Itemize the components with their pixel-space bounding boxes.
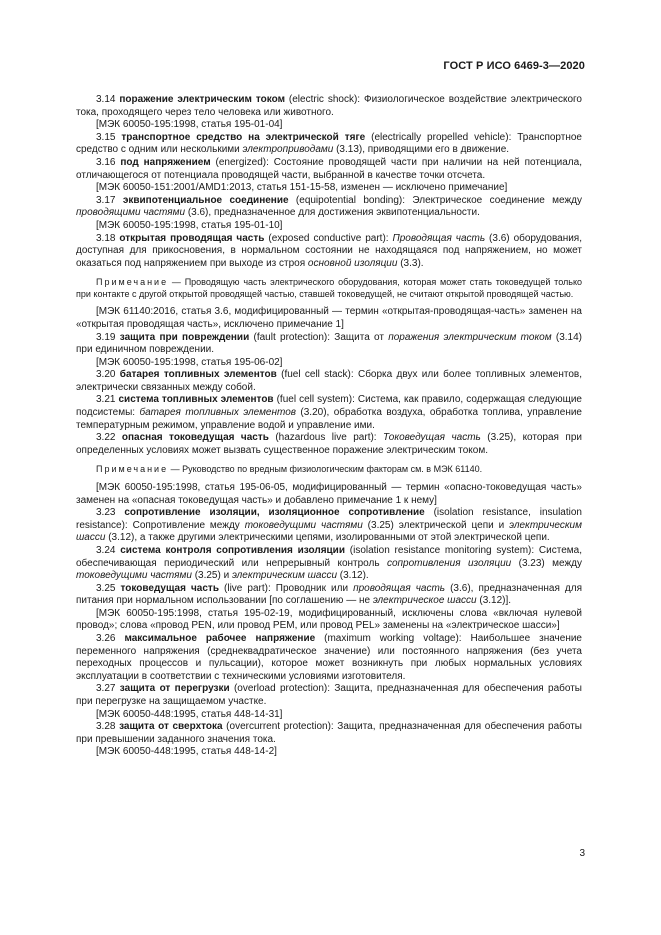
source-text: [МЭК 61140:2016, статья 3.6, модифицированный — термин «открытая-проводящая-часть» заменен на «открытая проводящая часть», исключено примечание 1] [76, 306, 582, 330]
term-definition: (equipotential bonding): Электрическое соединение между [288, 194, 582, 206]
term-definition: (3.25), которая при определенных условиях может вызвать существенное поражение электрическим током. [76, 432, 582, 456]
term-number: 3.15 [96, 131, 122, 143]
document-header: ГОСТ Р ИСО 6469-3—2020 [443, 60, 585, 72]
term-entry [76, 507, 582, 545]
note-paragraph [76, 277, 582, 300]
term-definition: (electric shock): Физиологическое воздействие электрического тока, проходящего через тело человека или животного. [76, 94, 582, 118]
term-definition: (3.25) и [191, 570, 232, 582]
note-text: — Проводящую часть электрического оборудования, которая может стать токоведущей только при контакте с другой открытой проводящей частью, ставшей токоведущей, не считают открытой проводящей частью. [76, 277, 582, 299]
term-number: 3.21 [96, 394, 119, 406]
term-definition: (3.6), предназначенное для достижения эквипотенциальности. [185, 207, 480, 219]
term-entry [76, 332, 582, 357]
term-reference: батарея топливных элементов [139, 407, 296, 419]
source-reference [76, 709, 582, 722]
term-definition: (overload protection): Защита, предназначенная для обеспечения работы при перегрузке на защищаемом участке. [76, 683, 582, 708]
term-entry [76, 369, 582, 394]
term-definition: (3.6) оборудования, доступная для прикосновения, в нормальном состоянии не находящаяся под напряжением, но может оказаться под напряжением при выходе из строя [76, 232, 583, 269]
term-definition: (overcurrent protection): Защита, предназначенная для обеспечения работы при превышении заданного значения тока. [76, 721, 582, 745]
term-reference: электрическим шасси [76, 519, 582, 544]
term-title: батарея топливных элементов [119, 369, 277, 381]
term-reference: проводящая часть [353, 582, 446, 594]
term-definition: (3.20), обработка воздуха, обработка топлива, управление температурным режимом, управление водой и управление ими. [76, 407, 582, 431]
term-title: транспортное средство на электрической тяге [121, 131, 366, 143]
term-definition: (fuel cell stack): Сборка двух или более топливных элементов, электрически связанных между собой. [76, 369, 583, 393]
page-number: 3 [579, 848, 585, 859]
term-entry [76, 394, 582, 432]
term-title: защита от перегрузки [119, 683, 230, 695]
term-title: под напряжением [120, 156, 211, 168]
source-reference [76, 357, 582, 370]
term-definition: (3.3). [397, 257, 424, 269]
source-text: [МЭК 60050-195:1998, статья 195-02-19, модифицированный, исключены слова «включая нулевой провод»; слова «провод PEN, или провод PEM, или провод PEL» заменены на «электрическое шасси»] [76, 607, 582, 632]
term-definition: (fault protection): Защита от [249, 331, 389, 343]
term-reference: сопротивления изоляции [386, 557, 512, 569]
note-text: — Руководство по вредным физиологическим факторам см. в МЭК 61140. [168, 464, 483, 475]
term-number: 3.26 [96, 633, 125, 645]
term-definition: (isolation resistance monitoring system): Система, обеспечивающая периодический или непрерывный контроль [76, 544, 582, 569]
term-number: 3.24 [96, 544, 121, 556]
term-definition: (exposed conductive part): [264, 232, 393, 244]
term-definition: (3.23) между [511, 557, 583, 569]
source-text: [МЭК 60050-151:2001/AMD1:2013, статья 151-15-58, изменен — исключено примечание] [96, 182, 508, 194]
term-definition: (isolation resistance, insulation resistance): Сопротивление между [76, 507, 582, 531]
source-text: [МЭК 60050-195:1998, статья 195-01-10] [96, 219, 283, 231]
term-number: 3.17 [96, 194, 123, 206]
term-entry [76, 721, 582, 746]
term-definition: (hazardous live part): [268, 432, 384, 444]
term-entry [76, 233, 582, 271]
term-reference: токоведущими частями [244, 519, 363, 531]
term-definition: (live part): Проводник или [218, 582, 354, 594]
term-title: защита при повреждении [119, 331, 250, 343]
term-entry [76, 132, 582, 157]
term-title: максимальное рабочее напряжение [124, 633, 316, 645]
term-reference: токоведущими частями [76, 570, 192, 582]
term-title: поражение электрическим током [119, 94, 285, 105]
term-number: 3.22 [96, 432, 122, 444]
term-definition: (3.12), а также другими электрическими цепями, изолированными от этой электрической цепи. [105, 532, 550, 544]
term-number: 3.14 [96, 94, 120, 105]
source-text: [МЭК 60050-448:1995, статья 448-14-31] [96, 708, 283, 720]
source-reference [76, 746, 582, 759]
source-reference [76, 608, 582, 633]
term-reference: электроприводами [242, 144, 334, 156]
term-title: открытая проводящая часть [119, 232, 265, 244]
note-paragraph [76, 464, 582, 476]
term-entry [76, 683, 582, 708]
term-entry [76, 432, 582, 457]
term-definition: (3.12). [337, 570, 369, 582]
source-text: [МЭК 60050-195:1998, статья 195-06-02] [96, 356, 283, 368]
term-definition: (3.6), предназначенная для питания при нормальном использовании [по соглашению — не [76, 582, 582, 607]
term-definition: (3.12)]. [476, 595, 512, 607]
note-label: Примечание [96, 277, 169, 288]
term-number: 3.19 [96, 331, 120, 343]
term-title: опасная токоведущая часть [121, 432, 269, 444]
document-body [76, 94, 582, 759]
source-text: [МЭК 60050-448:1995, статья 448-14-2] [96, 746, 277, 758]
term-reference: Проводящая часть [392, 232, 486, 244]
term-entry [76, 633, 582, 683]
term-title: эквипотенциальное соединение [122, 194, 289, 206]
term-number: 3.23 [96, 507, 125, 519]
term-definition: (fuel cell system): Система, как правило, содержащая следующие подсистемы: [76, 394, 582, 419]
term-title: защита от сверхтока [119, 721, 223, 733]
term-reference: проводящими частями [76, 207, 186, 219]
term-number: 3.28 [96, 721, 120, 733]
term-reference: основной изоляции [307, 257, 398, 269]
term-number: 3.25 [96, 582, 121, 594]
term-entry [76, 157, 582, 182]
term-entry [76, 545, 582, 583]
term-definition: (3.14) при единичном повреждении. [76, 331, 582, 356]
term-definition: (3.13), приводящими его в движение. [333, 144, 510, 156]
term-number: 3.20 [96, 369, 120, 381]
term-reference: электрическое шасси [372, 595, 477, 607]
term-entry [76, 94, 582, 119]
source-reference [76, 119, 582, 132]
term-number: 3.16 [96, 156, 121, 168]
source-reference [76, 220, 582, 233]
source-reference [76, 306, 582, 331]
term-title: токоведущая часть [120, 582, 219, 594]
term-title: сопротивление изоляции, изоляционное сопротивление [124, 507, 425, 519]
term-entry [76, 583, 582, 608]
source-text: [МЭК 60050-195:1998, статья 195-01-04] [96, 119, 283, 131]
term-definition: (3.25) электрической цепи и [362, 519, 510, 531]
term-title: система топливных элементов [118, 394, 274, 406]
term-definition: (maximum working voltage): Наибольшее значение переменного напряжения (среднеквадратическое значение) или постоянного напряжения (без учета переходных процессов и пульсации), которое может возникнуть при любых нормальных условиях эксплуатации в соответствии с техническими условиями изготовителя. [76, 633, 582, 682]
term-number: 3.27 [96, 683, 120, 695]
term-number: 3.18 [96, 232, 120, 244]
source-reference [76, 182, 582, 195]
term-definition: (energized): Состояние проводящей части при наличии на ней потенциала, отличающегося от потенциала проводящей части, выбранной в качестве точки отсчета. [76, 156, 582, 181]
source-text: [МЭК 60050-195:1998, статья 195-06-05, модифицированный — термин «опасно-токоведущая часть» заменен на «опасная токоведущая часть» и добавлено примечание 1 к нему] [76, 481, 582, 506]
term-reference: Токоведущая часть [383, 432, 481, 444]
term-reference: поражения электрическим током [388, 331, 552, 343]
term-title: система контроля сопротивления изоляции [120, 544, 345, 556]
term-entry [76, 195, 582, 220]
note-label: Примечание [96, 464, 169, 475]
term-definition: (electrically propelled vehicle): Транспортное средство с одним или несколькими [76, 131, 582, 156]
term-reference: электрическим шасси [231, 570, 338, 582]
source-reference [76, 482, 582, 507]
